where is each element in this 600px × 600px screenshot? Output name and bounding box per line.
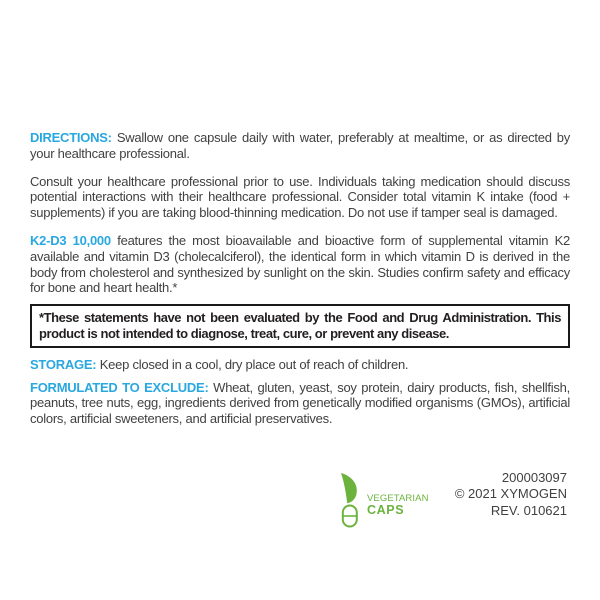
label-footer	[30, 468, 570, 534]
item-number: 200003097	[501, 470, 567, 485]
vegetarian-label: VEGETARIAN	[367, 493, 429, 504]
consult-paragraph	[30, 174, 570, 221]
directions-text: Swallow one capsule daily with water, preferably at mealtime, or as directed by your healthcare professional.	[30, 130, 570, 161]
product-codes	[455, 470, 567, 519]
storage-text: Keep closed in a cool, dry place out of reach of children.	[99, 356, 409, 372]
caps-label: CAPS	[367, 503, 405, 517]
revision-number: REV. 010621	[490, 502, 567, 518]
directions-paragraph	[30, 130, 570, 162]
vegetarian-caps-text	[367, 471, 429, 517]
exclude-heading: FORMULATED TO EXCLUDE:	[30, 379, 209, 395]
directions-heading: DIRECTIONS:	[30, 130, 112, 145]
copyright-line: © 2021 XYMOGEN	[454, 486, 567, 502]
capsule-leaf-icon	[337, 471, 364, 528]
storage-heading: STORAGE:	[30, 356, 97, 372]
storage-paragraph	[30, 357, 570, 373]
product-description-text: features the most bioavailable and bioactive form of supplemental vitamin K2 available and vitamin D3 (cholecalciferol), the identical form in which vitamin D is derived in the body from cholesterol and synthesized by sunlight on the skin. Studies confirm safety and efficacy for bone and heart health.*	[30, 232, 570, 296]
exclude-text: Wheat, gluten, yeast, soy protein, dairy products, fish, shellfish, peanuts, tree nuts, egg, ingredients derived from genetically modified organisms (GMOs), artificial colors, artificial sweeteners, and artificial preservatives.	[30, 379, 570, 427]
product-name: K2-D3 10,000	[30, 232, 111, 248]
fda-disclaimer-box	[30, 304, 570, 348]
consult-text: Consult your healthcare professional prior to use. Individuals taking medication should discuss potential interactions with their healthcare professional. Consider total vitamin K intake (food + supplements) if you are taking blood-thinning medication. Do not use if tamper seal is damaged.	[30, 173, 570, 221]
fda-disclaimer-text: *These statements have not been evaluated by the Food and Drug Administration. This product is not intended to diagnose, treat, cure, or prevent any disease.	[39, 310, 561, 341]
exclude-paragraph	[30, 380, 570, 427]
product-description-paragraph	[30, 233, 570, 296]
label-body	[30, 130, 570, 427]
vegetarian-caps-logo	[337, 471, 429, 528]
